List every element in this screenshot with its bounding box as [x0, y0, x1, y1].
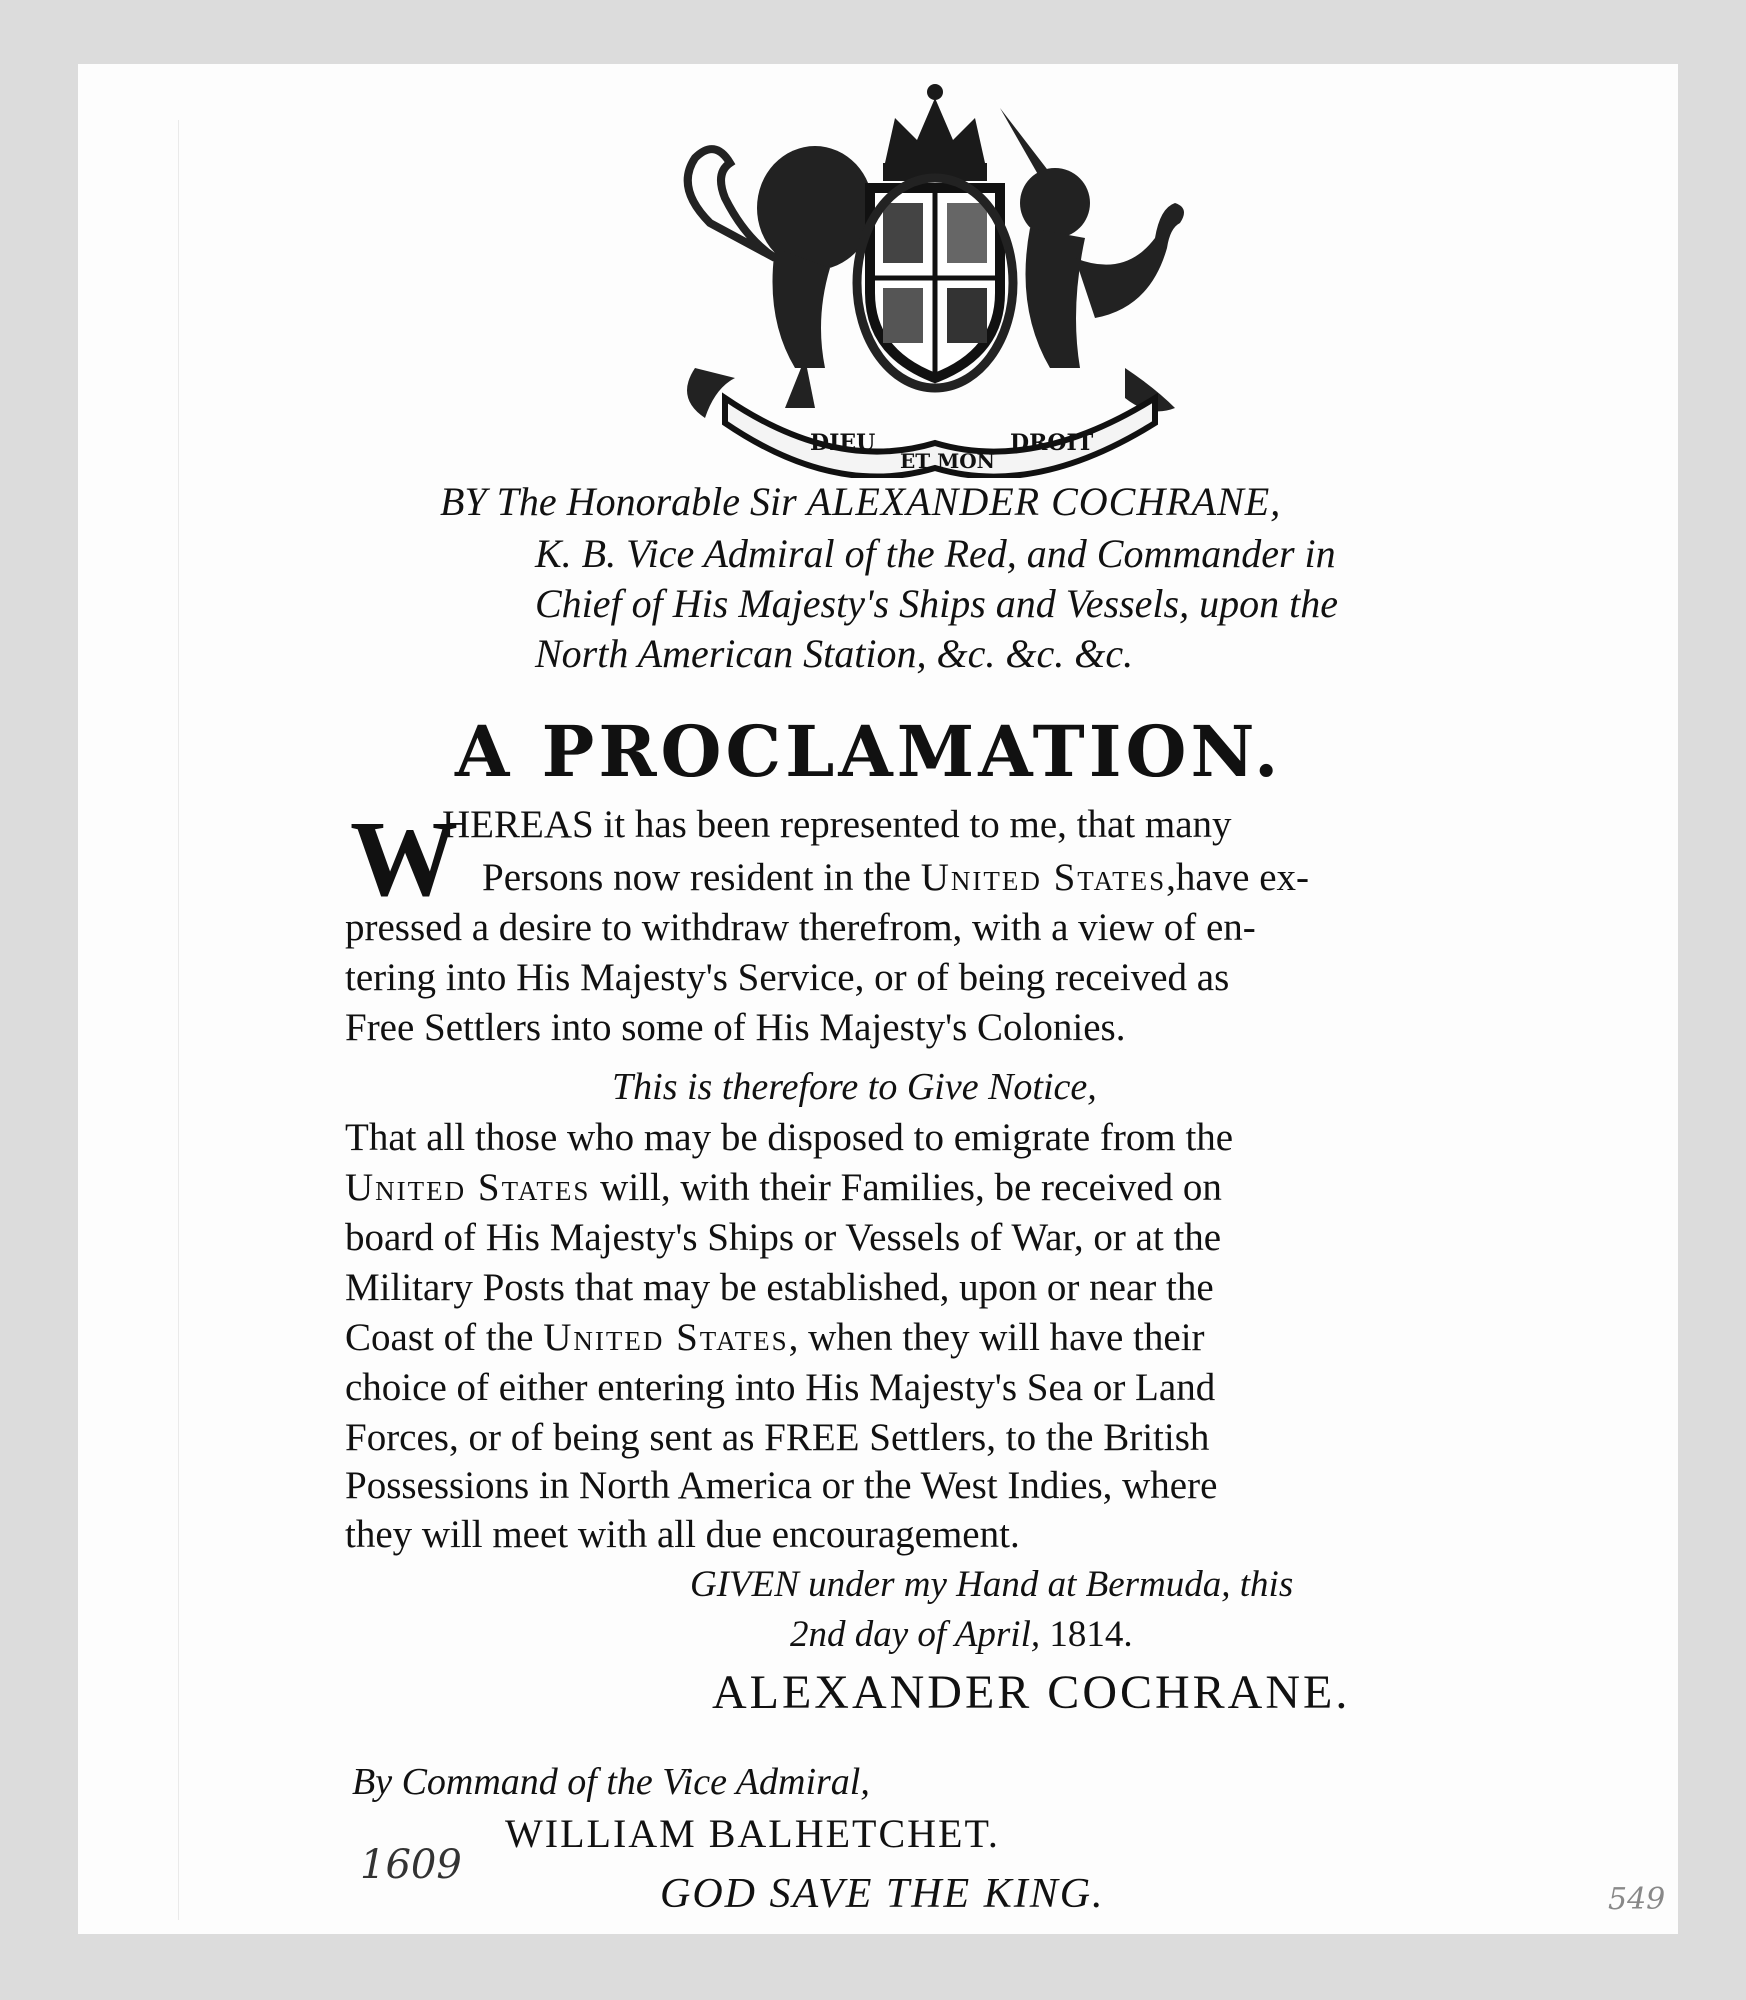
unicorn-supporter-icon — [1000, 108, 1184, 411]
para2-line-1: That all those who may be disposed to emigrate from the — [345, 1116, 1234, 1159]
para1-line-1: HEREAS it has been represented to me, that many — [442, 803, 1232, 846]
para2-line-3: board of His Majesty's Ships or Vessels of War, or at the — [345, 1216, 1222, 1259]
heading-prefix: BY The Honorable Sir — [440, 479, 807, 524]
motto-middle: ET MON — [900, 449, 995, 473]
given-line-1: GIVEN under my Hand at Bermuda, this — [690, 1564, 1294, 1605]
para2-line-6: choice of either entering into His Majesty's Sea or Land — [345, 1366, 1216, 1409]
given-line-2 — [790, 1613, 1133, 1656]
signature-balhetchet: WILLIAM BALHETCHET. — [505, 1811, 1000, 1856]
heading-name: ALEXANDER COCHRANE, — [806, 479, 1282, 524]
para2-line-2 — [345, 1165, 1222, 1210]
para2-line-5-text: Coast of the — [345, 1316, 544, 1359]
para2-line-7: Forces, or of being sent as FREE Settlers, to the British — [345, 1416, 1210, 1459]
command-line: By Command of the Vice Admiral, — [352, 1761, 870, 1803]
signature-cochrane: ALEXANDER COCHRANE. — [712, 1666, 1351, 1719]
para1-line-2-text: Persons now resident in the — [482, 856, 921, 899]
motto-left: DIEU — [810, 430, 876, 456]
para1-line-4: tering into His Majesty's Service, or of being received as — [345, 956, 1230, 999]
para1-line-5: Free Settlers into some of His Majesty's Colonies. — [345, 1006, 1126, 1049]
closing-line: GOD SAVE THE KING. — [660, 1871, 1105, 1917]
drop-cap-letter: W — [350, 800, 458, 919]
heading-line-1 — [440, 478, 1281, 525]
motto-right: DROIT — [1010, 430, 1094, 456]
para2-line-8: Possessions in North America or the West Indies, where — [345, 1464, 1218, 1507]
heading-line-4: North American Station, &c. &c. &c. — [535, 631, 1134, 676]
para1-line-2 — [482, 855, 1309, 900]
given-date: 2nd day of April, — [790, 1614, 1050, 1655]
shield-icon — [857, 178, 1013, 388]
give-notice-line: This is therefore to Give Notice, — [612, 1066, 1097, 1108]
handwritten-number-right: 549 — [1608, 1882, 1666, 1917]
royal-coat-of-arms-seal — [655, 78, 1215, 478]
heading-line-3: Chief of His Majesty's Ships and Vessels, upon the — [535, 581, 1338, 626]
para2-line-2-text: will, with their Families, be received on — [590, 1166, 1222, 1209]
heading-line-2: K. B. Vice Admiral of the Red, and Commander in — [535, 531, 1336, 576]
united-states-smallcaps: United States — [543, 1316, 789, 1359]
para2-line-5 — [345, 1315, 1205, 1360]
united-states-smallcaps: United States — [920, 856, 1167, 899]
proclamation-title: A PROCLAMATION. — [455, 710, 1283, 793]
para2-line-5-end: , when they will have their — [788, 1316, 1205, 1359]
crown-icon — [883, 84, 987, 181]
para2-line-9: they will meet with all due encouragement. — [345, 1513, 1020, 1556]
para1-line-3: pressed a desire to withdraw therefrom, with a view of en- — [345, 906, 1256, 949]
para1-line-2-end: ,have ex- — [1166, 856, 1310, 899]
para2-line-4: Military Posts that may be established, upon or near the — [345, 1266, 1214, 1309]
handwritten-number-left: 1609 — [360, 1842, 462, 1888]
given-year: 1814. — [1049, 1614, 1133, 1655]
lion-supporter-icon — [687, 146, 873, 418]
united-states-smallcaps: United States — [345, 1166, 591, 1209]
